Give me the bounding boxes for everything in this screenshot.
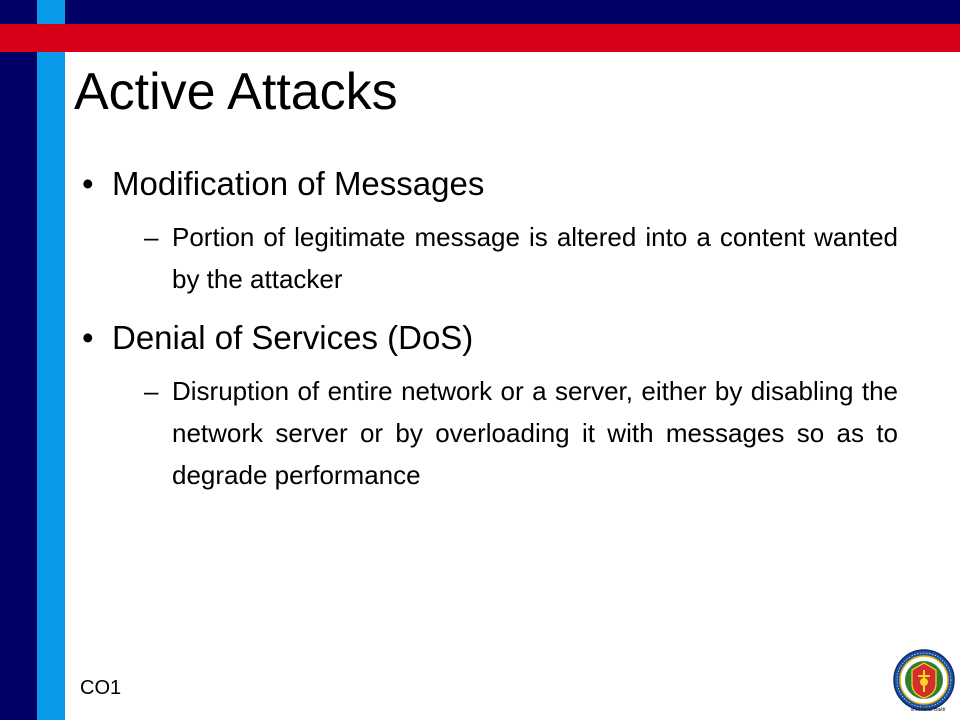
bullet-marker: •	[82, 165, 94, 202]
bullet-text: Denial of Services (DoS)	[112, 319, 474, 356]
left-blue-bar	[37, 0, 65, 720]
university-seal-icon	[892, 648, 956, 712]
sub-bullet-text: Portion of legitimate message is altered into a content wanted by the attacker	[172, 222, 898, 294]
bullet-list	[82, 160, 922, 496]
bullet-item	[82, 160, 922, 208]
left-navy-bar	[0, 0, 37, 720]
sub-bullet-marker: –	[144, 376, 159, 406]
top-red-bar	[0, 24, 960, 52]
bullet-marker: •	[82, 319, 94, 356]
sub-bullet-item	[144, 216, 898, 300]
course-outcome-code: CO1	[80, 677, 122, 699]
bullet-text: Modification of Messages	[112, 165, 485, 202]
bullet-item	[82, 314, 922, 362]
slide-title: Active Attacks	[74, 63, 398, 121]
top-navy-bar	[65, 0, 960, 24]
seal-caption: Ilmu Amal Bakti	[910, 707, 946, 713]
left-red-segment	[0, 24, 37, 52]
sub-bullet-item	[144, 370, 898, 496]
sub-bullet-marker: –	[144, 222, 159, 252]
sub-bullet-text: Disruption of entire network or a server, either by disabling the network server or by overloading it with messages so as to degrade performance	[172, 376, 898, 490]
